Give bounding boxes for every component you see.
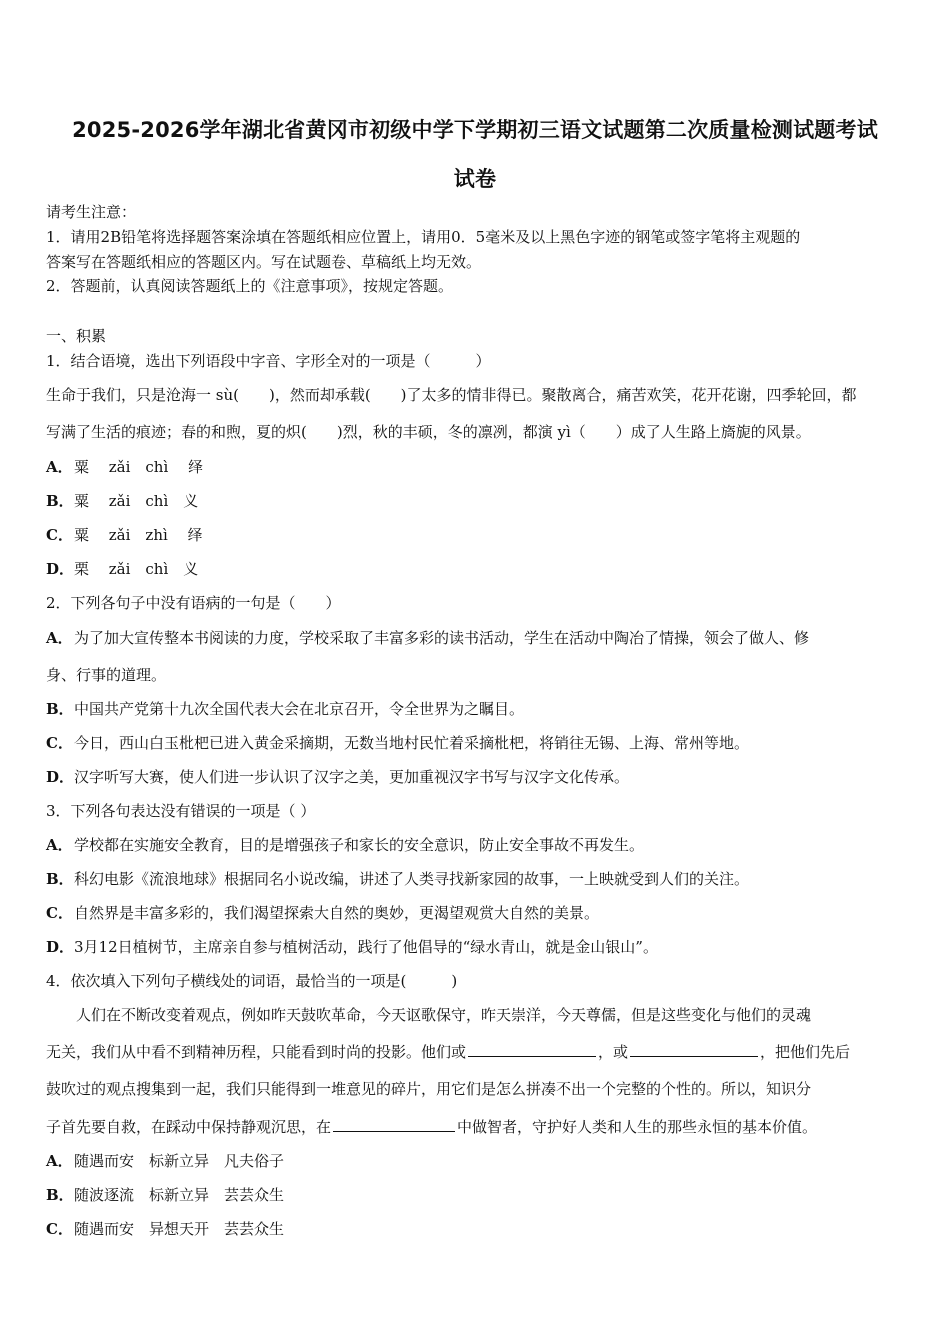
option-letter: B． [46, 870, 74, 888]
q1-option-c [46, 525, 908, 545]
q4-passage-line1: 人们在不断改变着观点，例如昨天鼓吹革命，今天讴歌保守，昨天崇洋，今天尊儒，但是这些变化与他们的灵魂 [46, 1006, 812, 1024]
option-text: 随波逐流 标新立异 芸芸众生 [74, 1186, 285, 1204]
notice-item-1b: 答案写在答题纸相应的答题区内。写在试题卷、草稿纸上均无效。 [46, 253, 482, 271]
option-text: 3月12日植树节，主席亲自参与植树活动，践行了他倡导的“绿水青山，就是金山银山”。 [74, 938, 658, 956]
passage-text: 子首先要自救，在踩动中保持静观沉思，在 [46, 1118, 332, 1136]
passage-text: ，或 [598, 1043, 629, 1061]
exam-title-line2: 试卷 [453, 167, 497, 191]
q1-option-b [46, 491, 908, 511]
option-text: 科幻电影《流浪地球》根据同名小说改编，讲述了人类寻找新家园的故事，一上映就受到人们的关注。 [74, 870, 750, 888]
option-text: 粟 zǎi chì 义 [74, 492, 199, 510]
q2-option-c [46, 733, 908, 753]
q1-option-d [46, 559, 908, 579]
fill-blank-1 [468, 1042, 596, 1057]
notice-item-1a: 1．请用2B铅笔将选择题答案涂填在答题纸相应位置上，请用0．5毫米及以上黑色字迹的钢笔或签字笔将主观题的 [46, 228, 801, 246]
option-text: 随遇而安 异想天开 芸芸众生 [74, 1220, 285, 1238]
fill-blank-2 [630, 1042, 758, 1057]
q2-option-a-cont: 身、行事的道理。 [46, 666, 167, 684]
option-letter: B． [46, 1186, 74, 1204]
option-letter: C． [46, 734, 73, 752]
option-letter: D． [46, 768, 75, 786]
option-text: 栗 zǎi chì 义 [74, 560, 199, 578]
option-text: 为了加大宣传整本书阅读的力度，学校采取了丰富多彩的读书活动，学生在活动中陶冶了情操，领会了做人、修 [74, 629, 810, 647]
option-text: 今日，西山白玉枇杷已进入黄金采摘期，无数当地村民忙着采摘枇杷，将销往无锡、上海、常州等地。 [74, 734, 750, 752]
option-text: 学校都在实施安全教育，目的是增强孩子和家长的安全意识，防止安全事故不再发生。 [74, 836, 645, 854]
q4-option-c [46, 1219, 908, 1239]
option-text: 粟 zǎi zhì 绎 [74, 526, 203, 544]
option-letter: D． [46, 560, 75, 578]
q2-option-a [46, 628, 908, 648]
q1-option-a [46, 457, 908, 477]
q3-option-c [46, 903, 908, 923]
q3-option-a [46, 835, 908, 855]
passage-text: 中做智者，守护好人类和人生的那些永恒的基本价值。 [457, 1118, 818, 1136]
q4-passage-line2 [46, 1042, 908, 1062]
q4-passage-line3: 鼓吹过的观点搜集到一起，我们只能得到一堆意见的碎片，用它们是怎么拼凑不出一个完整的个性的。所以，知识分 [46, 1080, 812, 1098]
q4-stem: 4．依次填入下列句子横线处的词语，最恰当的一项是( ) [46, 972, 458, 990]
q1-passage-line1: 生命于我们，只是沧海一 sù( )，然而却承载( )了太多的情非得已。聚散离合，痛苦欢笑，花开花谢，四季轮回，都 [46, 386, 857, 404]
option-letter: C． [46, 526, 73, 544]
option-text: 随遇而安 标新立异 凡夫俗子 [74, 1152, 285, 1170]
option-letter: D． [46, 938, 75, 956]
q4-option-a [46, 1151, 908, 1171]
q1-stem: 1．结合语境，选出下列语段中字音、字形全对的一项是（ ） [46, 352, 491, 370]
option-letter: A． [46, 836, 73, 854]
exam-title-line1: 2025-2026学年湖北省黄冈市初级中学下学期初三语文试题第二次质量检测试题考试 [72, 118, 878, 142]
q2-option-b [46, 699, 908, 719]
option-letter: C． [46, 904, 73, 922]
option-letter: C． [46, 1220, 73, 1238]
q2-stem: 2．下列各句子中没有语病的一句是（ ） [46, 594, 341, 612]
option-text: 汉字听写大赛，使人们进一步认识了汉字之美，更加重视汉字书写与汉字文化传承。 [74, 768, 630, 786]
q1-passage-line2: 写满了生活的痕迹；春的和煦，夏的炽( )烈，秋的丰硕，冬的凛冽，都演 yì（ ）成了人生路上旖旎的风景。 [46, 423, 811, 441]
notice-item-2: 2．答题前，认真阅读答题纸上的《注意事项》，按规定答题。 [46, 277, 454, 295]
option-letter: B． [46, 492, 74, 510]
fill-blank-3 [333, 1117, 455, 1132]
q4-passage-line4 [46, 1117, 908, 1137]
option-text: 中国共产党第十九次全国代表大会在北京召开，令全世界为之瞩目。 [74, 700, 525, 718]
section-heading: 一、积累 [46, 327, 107, 345]
option-text: 自然界是丰富多彩的，我们渴望探索大自然的奥妙，更渴望观赏大自然的美景。 [74, 904, 600, 922]
passage-text: 无关，我们从中看不到精神历程，只能看到时尚的投影。他们或 [46, 1043, 467, 1061]
q4-option-b [46, 1185, 908, 1205]
notice-heading: 请考生注意： [46, 203, 137, 221]
q3-stem: 3．下列各句表达没有错误的一项是（ ） [46, 802, 316, 820]
option-text: 粟 zǎi chì 绎 [74, 458, 204, 476]
option-letter: A． [46, 458, 73, 476]
option-letter: A． [46, 1152, 73, 1170]
q2-option-d [46, 767, 908, 787]
passage-text: ，把他们先后 [760, 1043, 851, 1061]
option-letter: B． [46, 700, 74, 718]
q3-option-b [46, 869, 908, 889]
option-letter: A． [46, 629, 73, 647]
q3-option-d [46, 937, 908, 957]
